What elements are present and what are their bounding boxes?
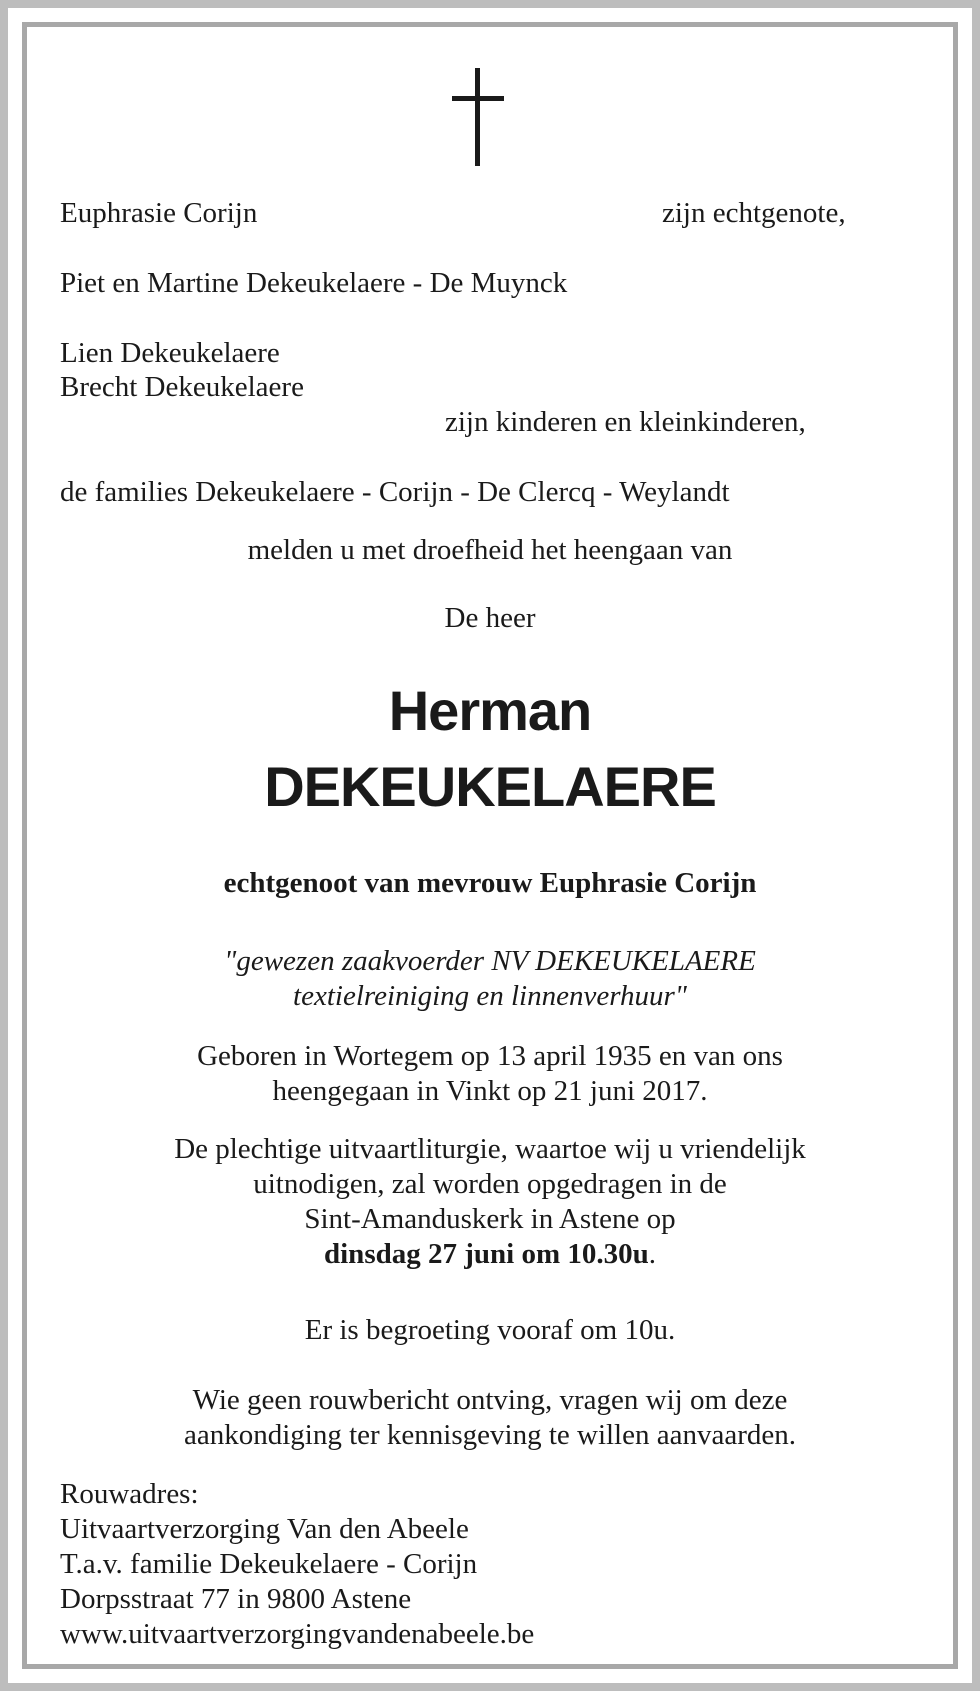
greeting-line: Er is begroeting vooraf om 10u. [304,1314,676,1346]
address-line-2: T.a.v. familie Dekeukelaere - Corijn [60,1548,478,1580]
announcement-intro: melden u met droefheid het heengaan van [247,534,733,566]
deceased-last-name: DEKEUKELAERE [264,755,716,818]
service-line-2: uitnodigen, zal worden opgedragen in de [253,1168,727,1200]
service-date-line [8,1237,972,1271]
service-date: dinsdag 27 juni om 10.30u [324,1238,649,1270]
occupation-quote-1: "gewezen zaakvoerder NV DEKEUKELAERE [224,945,756,977]
service-line-3: Sint-Amanduskerk in Astene op [304,1203,676,1235]
birth-line-1: Geboren in Wortegem op 13 april 1935 en van ons [197,1040,783,1072]
occupation-quote-2: textielreiniging en linnenverhuur" [293,980,687,1012]
obituary-card [8,8,972,1683]
spouse-line: echtgenoot van mevrouw Euphrasie Corijn [223,867,757,899]
notice-line-1: Wie geen rouwbericht ontving, vragen wij om deze [192,1384,788,1416]
address-label: Rouwadres: [60,1478,199,1510]
families-line: de families Dekeukelaere - Corijn - De Clercq - Weylandt [60,476,730,508]
service-line-1: De plechtige uitvaartliturgie, waartoe wij u vriendelijk [174,1133,806,1165]
children-line: Piet en Martine Dekeukelaere - De Muynck [60,267,568,299]
grandchild-lien: Lien Dekeukelaere [60,337,280,369]
deceased-first-name: Herman [388,679,592,742]
cross-icon [448,68,508,168]
notice-line-2: aankondiging ter kennisgeving te willen aanvaarden. [183,1419,797,1451]
spouse-role: zijn echtgenote, [662,197,846,229]
children-role: zijn kinderen en kleinkinderen, [445,406,806,438]
service-date-end: . [648,1238,656,1270]
honorific: De heer [444,602,536,634]
address-line-1: Uitvaartverzorging Van den Abeele [60,1513,469,1545]
grandchild-brecht: Brecht Dekeukelaere [60,371,304,403]
birth-line-2: heengegaan in Vinkt op 21 juni 2017. [272,1075,708,1107]
address-line-3: Dorpsstraat 77 in 9800 Astene [60,1583,412,1615]
spouse-name: Euphrasie Corijn [60,197,258,229]
website-link[interactable]: www.uitvaartverzorgingvandenabeele.be [60,1618,535,1650]
